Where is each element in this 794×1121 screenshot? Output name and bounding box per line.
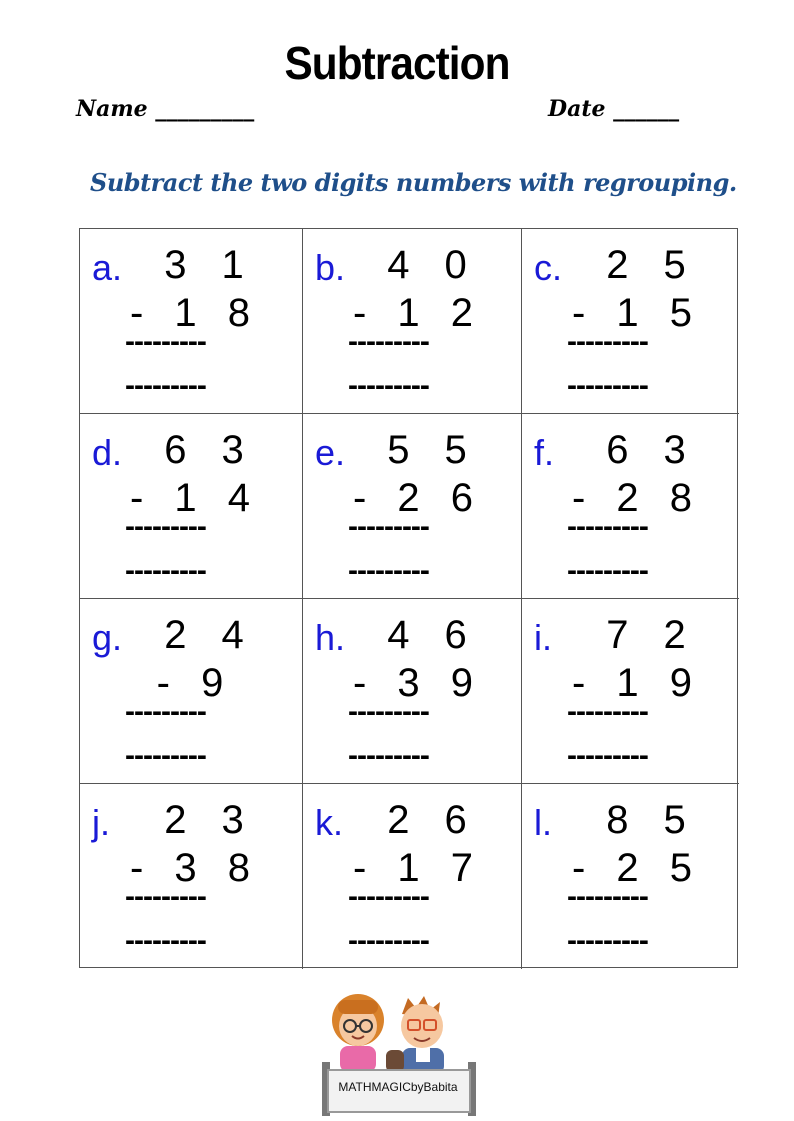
boy-character-icon bbox=[386, 996, 444, 1074]
subtrahend: - 1 4 bbox=[129, 476, 261, 520]
problem-cell bbox=[522, 784, 739, 969]
minuend: 4 6 bbox=[387, 613, 479, 657]
problem-cell bbox=[522, 229, 739, 414]
minuend: 6 3 bbox=[164, 428, 256, 472]
subtrahend: - 1 7 bbox=[352, 846, 484, 890]
answer-line: --------- bbox=[567, 747, 648, 765]
answer-line: --------- bbox=[125, 562, 206, 580]
answer-line: --------- bbox=[348, 932, 429, 950]
problem-letter: b. bbox=[315, 247, 346, 288]
answer-line: --------- bbox=[125, 377, 206, 395]
brand-sign-text: MATHMAGICbyBabita bbox=[338, 1080, 458, 1094]
subtrahend: - 2 6 bbox=[352, 476, 484, 520]
page-title: Subtraction bbox=[284, 37, 510, 89]
operation-line: --------- bbox=[125, 518, 206, 536]
problem-cell bbox=[522, 414, 739, 599]
answer-line: --------- bbox=[567, 377, 648, 395]
operation-line: --------- bbox=[348, 703, 429, 721]
problem-cell bbox=[522, 599, 739, 784]
subtrahend: - 9 bbox=[156, 661, 234, 705]
kids-mascot-illustration bbox=[316, 990, 482, 1116]
problem-grid bbox=[79, 228, 738, 968]
minuend: 4 0 bbox=[387, 243, 479, 287]
problem-cell bbox=[80, 599, 303, 784]
operation-line: --------- bbox=[125, 333, 206, 351]
operation-line: --------- bbox=[567, 518, 648, 536]
operation-line: --------- bbox=[125, 888, 206, 906]
problem-cell bbox=[80, 414, 303, 599]
subtrahend: - 2 8 bbox=[571, 476, 703, 520]
answer-line: --------- bbox=[348, 747, 429, 765]
problem-letter: g. bbox=[92, 617, 123, 658]
problem-cell bbox=[303, 784, 522, 969]
subtrahend: - 1 9 bbox=[571, 661, 703, 705]
operation-line: --------- bbox=[125, 703, 206, 721]
minuend: 2 3 bbox=[164, 798, 256, 842]
operation-line: --------- bbox=[567, 703, 648, 721]
answer-line: --------- bbox=[567, 932, 648, 950]
subtrahend: - 1 2 bbox=[352, 291, 484, 335]
problem-letter: f. bbox=[534, 432, 555, 473]
minuend: 7 2 bbox=[606, 613, 698, 657]
problem-letter: j. bbox=[92, 802, 110, 843]
operation-line: --------- bbox=[567, 888, 648, 906]
minuend: 2 6 bbox=[387, 798, 479, 842]
minuend: 3 1 bbox=[164, 243, 256, 287]
problem-letter: e. bbox=[315, 432, 346, 473]
problem-letter: c. bbox=[534, 247, 563, 288]
answer-line: --------- bbox=[125, 932, 206, 950]
instruction-text: Subtract the two digits numbers with regrouping. bbox=[90, 168, 737, 197]
girl-character-icon bbox=[332, 994, 384, 1072]
answer-line: --------- bbox=[348, 562, 429, 580]
operation-line: --------- bbox=[348, 333, 429, 351]
answer-line: --------- bbox=[125, 747, 206, 765]
subtrahend: - 2 5 bbox=[571, 846, 703, 890]
subtrahend: - 1 5 bbox=[571, 291, 703, 335]
minuend: 6 3 bbox=[606, 428, 698, 472]
problem-cell bbox=[80, 229, 303, 414]
subtrahend: - 3 8 bbox=[129, 846, 261, 890]
operation-line: --------- bbox=[567, 333, 648, 351]
problem-letter: h. bbox=[315, 617, 346, 658]
answer-line: --------- bbox=[567, 562, 648, 580]
operation-line: --------- bbox=[348, 888, 429, 906]
problem-letter: a. bbox=[92, 247, 123, 288]
minuend: 5 5 bbox=[387, 428, 479, 472]
minuend: 8 5 bbox=[606, 798, 698, 842]
problem-cell bbox=[303, 414, 522, 599]
problem-cell bbox=[303, 599, 522, 784]
problem-cell bbox=[303, 229, 522, 414]
problem-cell bbox=[80, 784, 303, 969]
minuend: 2 4 bbox=[164, 613, 256, 657]
subtrahend: - 1 8 bbox=[129, 291, 261, 335]
operation-line: --------- bbox=[348, 518, 429, 536]
problem-letter: d. bbox=[92, 432, 123, 473]
problem-letter: i. bbox=[534, 617, 552, 658]
date-field-label: Date ______ bbox=[548, 96, 680, 122]
problem-letter: k. bbox=[315, 802, 344, 843]
name-field-label: Name _________ bbox=[76, 96, 255, 122]
answer-line: --------- bbox=[348, 377, 429, 395]
subtrahend: - 3 9 bbox=[352, 661, 484, 705]
problem-letter: l. bbox=[534, 802, 552, 843]
minuend: 2 5 bbox=[606, 243, 698, 287]
